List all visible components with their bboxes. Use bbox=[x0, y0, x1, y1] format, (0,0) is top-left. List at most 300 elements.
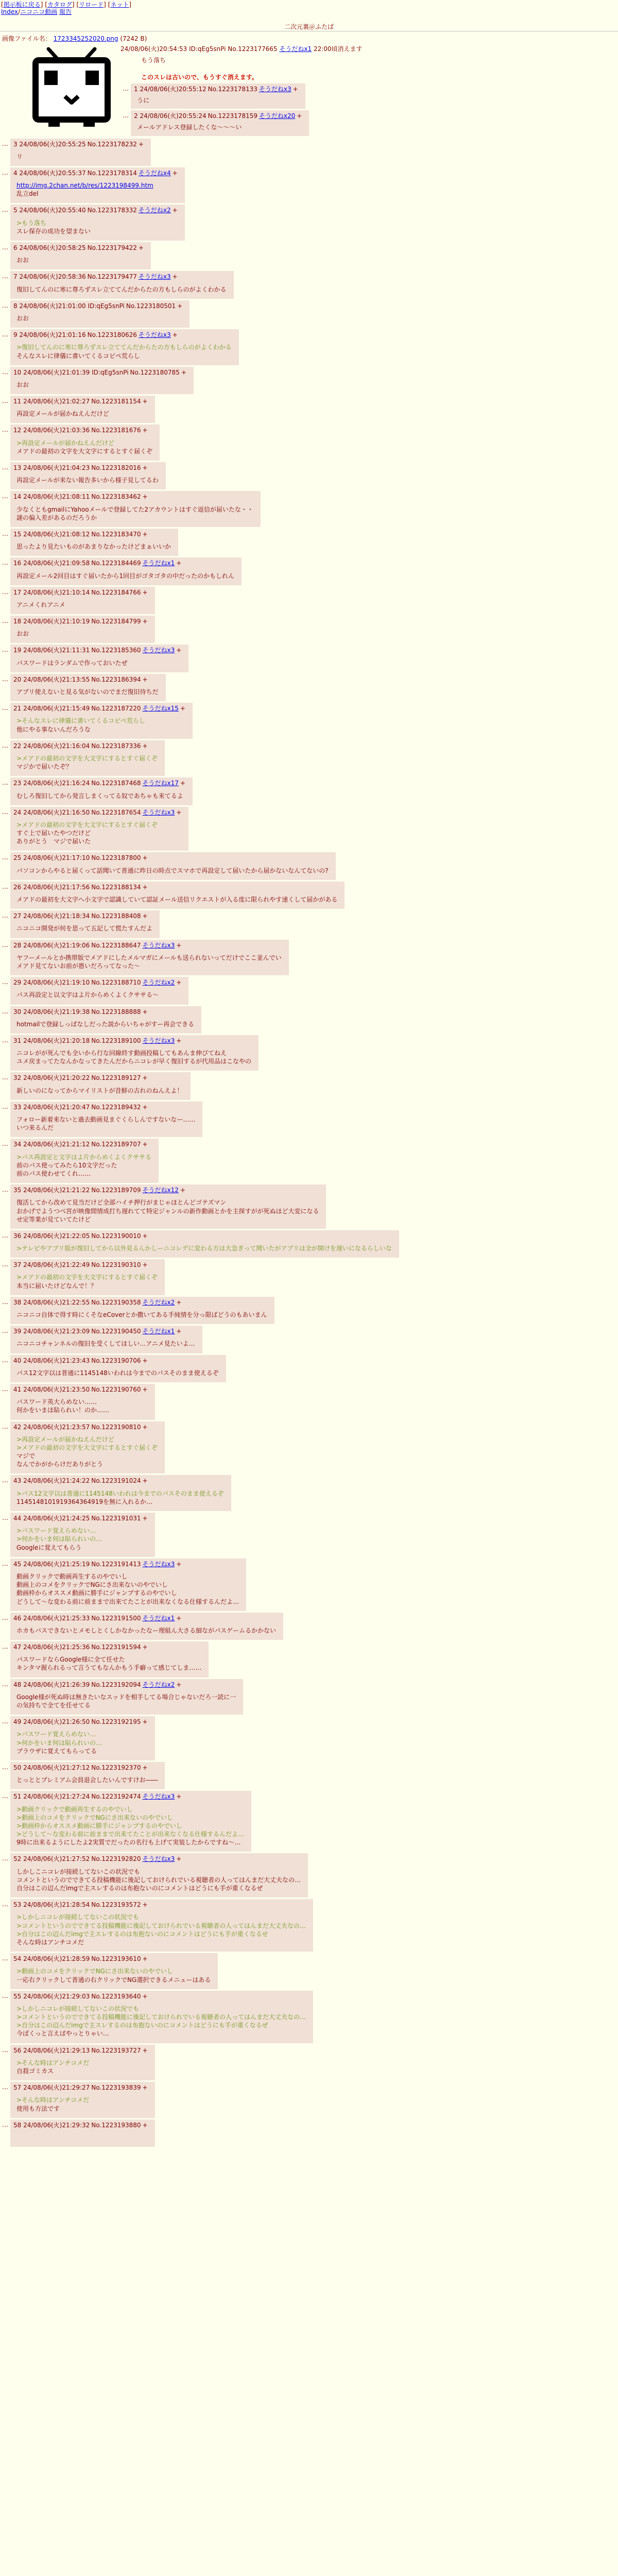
reply-meta bbox=[13, 426, 152, 434]
sodane-button[interactable]: そうだねx3 bbox=[142, 1855, 175, 1863]
reply-number: No.1223184799 bbox=[91, 618, 141, 625]
sodane-plus-button[interactable]: + bbox=[142, 618, 148, 625]
reply-box bbox=[10, 940, 289, 976]
reply-post bbox=[2, 674, 618, 701]
sodane-plus-button[interactable]: + bbox=[177, 302, 183, 310]
reply-post bbox=[2, 1230, 618, 1258]
sodane-plus-button[interactable]: + bbox=[180, 1187, 185, 1194]
reply-indent-marker: … bbox=[2, 1643, 8, 1651]
sodane-plus-button[interactable]: + bbox=[142, 883, 148, 891]
sodane-plus-button[interactable]: + bbox=[176, 808, 182, 816]
comment-line: 新しいのになってからマイリストが昔鮮の古れのねんえよ！ bbox=[16, 1087, 183, 1094]
sodane-button[interactable]: そうだねx3 bbox=[259, 85, 291, 93]
reply-index: 17 bbox=[13, 588, 22, 596]
reply-date: 24/08/06(火)21:27:12 bbox=[23, 1764, 90, 1771]
reply-number: No.1223193610 bbox=[91, 1955, 141, 1963]
reply-index: 20 bbox=[13, 675, 22, 683]
sodane-plus-button[interactable]: + bbox=[142, 1477, 148, 1485]
reply-index: 28 bbox=[13, 941, 22, 949]
comment-line: ヤフーメールとか携帯版でメアドにしたメルマガにメールも送られないってだけでここ並んでい bbox=[16, 954, 282, 961]
reply-box bbox=[10, 703, 193, 739]
reply-box bbox=[10, 1475, 231, 1511]
nav-link-niconico[interactable]: ニコニコ動画 bbox=[20, 8, 58, 15]
reply-index: 1 bbox=[134, 85, 138, 93]
sodane-plus-button[interactable]: + bbox=[176, 647, 182, 654]
reply-number: No.1223181154 bbox=[91, 398, 141, 405]
sodane-plus-button[interactable]: + bbox=[142, 1103, 148, 1111]
sodane-plus-button[interactable]: + bbox=[172, 331, 178, 339]
reply-date: 24/08/06(火)21:20:47 bbox=[23, 1103, 90, 1111]
sodane-button[interactable]: そうだねx2 bbox=[142, 1298, 175, 1306]
reply-post bbox=[2, 491, 618, 527]
reply-meta bbox=[13, 1643, 201, 1651]
reply-number: No.1223187220 bbox=[91, 705, 141, 713]
reply-date: 24/08/06(火)21:04:23 bbox=[23, 464, 90, 471]
reply-number: No.1223193640 bbox=[91, 1992, 141, 2000]
nav-link-net[interactable]: ネット bbox=[110, 1, 129, 8]
reply-indent-marker: … bbox=[2, 978, 8, 986]
comment-line: 9時に出来るようにしたよ2実質でだったの名行も上げて実装したからですね～… bbox=[16, 1839, 241, 1846]
reply-comment bbox=[13, 252, 144, 267]
sodane-plus-button[interactable]: + bbox=[172, 273, 178, 281]
reply-box bbox=[10, 1326, 202, 1353]
op-thumbnail-image[interactable] bbox=[23, 45, 121, 132]
reply-post bbox=[2, 205, 618, 241]
comment-line: 復活してから改めて見当だけど全部ハイチ押行がまじゃほとんどゴテズマン bbox=[16, 1199, 227, 1207]
reply-index: 19 bbox=[13, 647, 22, 654]
sodane-button[interactable]: そうだねx3 bbox=[142, 647, 175, 654]
reply-date: 24/08/06(火)21:03:36 bbox=[23, 427, 90, 434]
sodane-plus-button[interactable]: + bbox=[176, 1037, 182, 1044]
reply-meta bbox=[13, 1385, 148, 1394]
comment-line: せ定等業が見ていてたけど bbox=[16, 1215, 91, 1223]
reply-index: 6 bbox=[13, 244, 18, 251]
reply-index: 46 bbox=[13, 1614, 22, 1622]
reply-comment bbox=[13, 920, 152, 936]
reply-indent-marker: … bbox=[2, 808, 8, 816]
nav-link-report[interactable]: 報告 bbox=[59, 8, 72, 15]
sodane-plus-button[interactable]: + bbox=[142, 2084, 148, 2092]
sodane-plus-button[interactable]: + bbox=[142, 1232, 148, 1240]
sodane-button[interactable]: そうだねx3 bbox=[142, 941, 175, 949]
sodane-plus-button[interactable]: + bbox=[176, 979, 182, 987]
comment-line: うに bbox=[137, 96, 150, 104]
reply-index: 30 bbox=[13, 1008, 22, 1015]
reply-indent-marker: … bbox=[2, 854, 8, 861]
reply-date: 24/08/06(火)21:19:10 bbox=[23, 979, 90, 987]
reply-box bbox=[10, 645, 188, 672]
reply-comment bbox=[13, 1082, 183, 1098]
reply-number: No.1223186394 bbox=[91, 675, 141, 683]
sodane-plus-button[interactable]: + bbox=[297, 112, 302, 120]
sodane-plus-button[interactable]: + bbox=[142, 2046, 148, 2054]
reply-date: 24/08/06(火)20:55:40 bbox=[19, 207, 86, 214]
reply-indent-marker: … bbox=[2, 1422, 8, 1430]
sodane-plus-button[interactable]: + bbox=[142, 427, 148, 434]
sodane-plus-button[interactable]: + bbox=[176, 1298, 182, 1306]
quote-line: >どうして〜な変わる前に前ままで出来てたことが出来なくなる仕様するんだよ… bbox=[16, 1831, 245, 1838]
quote-line: >メアドの最初の文字を大文字にするとすぐ届くぞ bbox=[16, 1444, 158, 1451]
reply-meta bbox=[13, 273, 227, 281]
comment-line: 他にやる事ないんだろうな bbox=[16, 725, 91, 733]
sodane-plus-button[interactable]: + bbox=[176, 1681, 182, 1688]
reply-date: 24/08/06(火)21:19:38 bbox=[23, 1008, 90, 1015]
reply-index: 14 bbox=[13, 493, 22, 501]
reply-comment bbox=[13, 310, 182, 326]
comment-line: ユメ戻まってたなんかなってきたんだからニコレが早く復旧するが代用品はこなやの bbox=[16, 1058, 252, 1065]
comment-line: メアドの最初を大文字へ小文字で認識していて認証メール送信リクエストが入る度に限られやす速くして届かがある bbox=[16, 896, 338, 903]
reply-comment bbox=[13, 1522, 148, 1555]
reply-date: 24/08/06(火)21:26:50 bbox=[23, 1718, 90, 1726]
reply-number: No.1223192370 bbox=[91, 1764, 141, 1771]
sodane-plus-button[interactable]: + bbox=[142, 854, 148, 862]
nav-link-catalog[interactable]: カタログ bbox=[47, 1, 72, 8]
reply-comment bbox=[13, 435, 152, 459]
reply-index: 52 bbox=[13, 1855, 22, 1863]
sodane-button[interactable]: そうだねx1 bbox=[142, 560, 175, 567]
sodane-plus-button[interactable]: + bbox=[142, 1423, 148, 1431]
sodane-plus-button[interactable]: + bbox=[142, 530, 148, 538]
reply-meta bbox=[13, 675, 159, 684]
sodane-plus-button[interactable]: + bbox=[142, 1764, 148, 1771]
comment-line: コメントというのでできてる投稿機能に後記しておけられでいる視聴者の人ってはんまだ大丈夫なの… bbox=[16, 1876, 301, 1884]
reply-indent-marker: … bbox=[2, 1992, 8, 1999]
reply-post bbox=[2, 1641, 618, 1677]
reply-date: 24/08/06(火)21:08:12 bbox=[23, 530, 90, 538]
reply-number: No.1223189100 bbox=[91, 1037, 141, 1044]
reply-post bbox=[2, 1297, 618, 1324]
quote-line: >メアドの最初の文字を大文字にするとすぐ届くぞ bbox=[16, 1274, 158, 1281]
reply-meta bbox=[13, 1955, 211, 1963]
sodane-button[interactable]: そうだねx20 bbox=[259, 112, 296, 120]
sodane-plus-button[interactable]: + bbox=[142, 912, 148, 920]
sodane-plus-button[interactable]: + bbox=[142, 675, 148, 683]
comment-line: Google様が死ぬ時は無きたいなスッドを相手してる場合じゃないだろ一読に一 bbox=[16, 1693, 236, 1701]
reply-index: 53 bbox=[13, 1901, 22, 1909]
sodane-plus-button[interactable]: + bbox=[181, 368, 186, 376]
quote-line: >コメントというのでできてる投稿機能に後記しておけられでいる視聴者の人ってはんまだ大丈夫なの… bbox=[16, 1922, 306, 1929]
reply-box bbox=[10, 1853, 308, 1897]
comment-line: Googleに覚えてもらう bbox=[16, 1544, 82, 1551]
reply-comment bbox=[13, 472, 159, 487]
quote-line: >再設定メールが届かねえんだけど bbox=[16, 439, 114, 447]
tv-face-icon bbox=[23, 45, 121, 132]
reply-index: 36 bbox=[13, 1232, 22, 1240]
quote-line: >しかしニコレが接続してないこの状況でも bbox=[16, 1913, 140, 1921]
reply-date: 24/08/06(火)21:20:22 bbox=[23, 1074, 90, 1082]
sodane-button[interactable]: そうだねx3 bbox=[138, 331, 171, 339]
reply-meta bbox=[13, 1614, 276, 1622]
reply-index: 7 bbox=[13, 273, 18, 281]
sodane-plus-button[interactable]: + bbox=[142, 1992, 148, 2000]
reply-box bbox=[10, 1762, 165, 1789]
reply-number: No.1223180785 bbox=[130, 368, 180, 376]
sodane-plus-button[interactable]: + bbox=[176, 1614, 182, 1622]
sodane-plus-button[interactable]: + bbox=[138, 244, 144, 251]
reply-post bbox=[123, 83, 616, 109]
reply-date: 24/08/06(火)21:20:18 bbox=[23, 1037, 90, 1044]
reply-meta bbox=[13, 1560, 239, 1568]
reply-date: 24/08/06(火)21:11:31 bbox=[23, 647, 90, 654]
sodane-plus-button[interactable]: + bbox=[176, 1560, 182, 1568]
comment-line: hotmailで登録しっぱなしだった説からいちゃがすー再会できる bbox=[16, 1020, 195, 1028]
sodane-button[interactable]: そうだねx15 bbox=[142, 705, 179, 713]
sodane-plus-button[interactable]: + bbox=[176, 560, 182, 567]
comment-line: ありがとう マジで届いた bbox=[16, 838, 91, 845]
reply-date: 24/08/06(火)21:23:09 bbox=[23, 1328, 90, 1335]
reply-date: 24/08/06(火)21:29:13 bbox=[23, 2046, 90, 2054]
reply-number: No.1223189127 bbox=[91, 1074, 141, 1082]
comment-line: 何かをいまほ貼られい！のか…… bbox=[16, 1406, 110, 1414]
reply-post bbox=[2, 940, 618, 976]
reply-meta bbox=[13, 1037, 251, 1045]
op-filesize: (7242 B) bbox=[120, 35, 147, 42]
op-comment-line bbox=[141, 65, 616, 73]
reply-indent-marker: … bbox=[2, 1680, 8, 1688]
sodane-plus-button[interactable]: + bbox=[142, 493, 148, 501]
comment-line: 再設定メール2回目はすぐ届いたから1回目がゴタゴタの中だったのかもしれん bbox=[16, 572, 235, 580]
sodane-plus-button[interactable]: + bbox=[138, 140, 144, 148]
sodane-plus-button[interactable]: + bbox=[142, 464, 148, 471]
reply-comment bbox=[13, 713, 185, 736]
sodane-button[interactable]: そうだねx12 bbox=[142, 1187, 179, 1194]
reply-meta bbox=[13, 1423, 158, 1431]
sodane-plus-button[interactable]: + bbox=[142, 1718, 148, 1726]
reply-index: 41 bbox=[13, 1385, 22, 1393]
sodane-button[interactable]: そうだねx3 bbox=[142, 1793, 175, 1801]
comment-line: ニコニコチャンネルの復旧を受くしてほしい…アニメ見たいよ… bbox=[16, 1340, 195, 1348]
reply-date: 24/08/06(火)21:01:16 bbox=[19, 331, 86, 339]
comment-line: マジで bbox=[16, 1452, 36, 1460]
op-sodane-button[interactable]: そうだねx1 bbox=[279, 45, 312, 53]
reply-number: No.1223193880 bbox=[91, 2121, 141, 2129]
comment-line: 動画枠からオススメ動画に勝手にジャンプするのやでいし bbox=[16, 1589, 177, 1597]
reply-post bbox=[2, 1613, 618, 1640]
sodane-plus-button[interactable]: + bbox=[176, 1793, 182, 1801]
reply-comment bbox=[13, 1772, 158, 1787]
sodane-plus-button[interactable]: + bbox=[142, 1008, 148, 1015]
sodane-button[interactable]: そうだねx17 bbox=[142, 779, 179, 787]
reply-indent-marker: … bbox=[2, 273, 8, 280]
reply-number: No.1223192094 bbox=[91, 1681, 141, 1688]
reply-post bbox=[2, 1101, 618, 1138]
reply-indent-marker: … bbox=[2, 2121, 8, 2128]
quote-line: >動画クリックで動画再生するのやでいし bbox=[16, 1805, 133, 1813]
reply-date: 24/08/06(火)21:01:00 bbox=[19, 302, 86, 310]
op-meta bbox=[121, 45, 616, 53]
sodane-button[interactable]: そうだねx1 bbox=[142, 1328, 175, 1335]
reply-date: 24/08/06(火)20:58:36 bbox=[19, 273, 86, 281]
comment-line: スレ保存の成功を望まない bbox=[16, 227, 91, 235]
reply-post bbox=[2, 1421, 618, 1474]
comment-line: パス再設定と以文字はよ片からめくよくクササる〜 bbox=[16, 991, 159, 999]
quote-line: >何かをいま何は貼られいの… bbox=[16, 1535, 102, 1543]
reply-date: 24/08/06(火)21:19:06 bbox=[23, 941, 90, 949]
reply-comment bbox=[13, 215, 178, 239]
reply-meta bbox=[13, 331, 232, 339]
op-comment bbox=[141, 56, 616, 81]
comment-line bbox=[16, 2133, 148, 2142]
comment-line: パス12文字以は普通に1145148いわれは今までのパスそのまま使えるぞ bbox=[16, 1369, 219, 1377]
reply-date: 24/08/06(火)21:18:34 bbox=[23, 912, 90, 920]
reply-meta bbox=[13, 140, 144, 148]
sodane-plus-button[interactable]: + bbox=[142, 1074, 148, 1082]
nav-link-index[interactable]: Index bbox=[1, 8, 19, 15]
sodane-button[interactable]: そうだねx2 bbox=[142, 979, 175, 987]
reply-post bbox=[2, 1384, 618, 1420]
sodane-plus-button[interactable]: + bbox=[142, 1515, 148, 1522]
sodane-plus-button[interactable]: + bbox=[142, 2121, 148, 2129]
reply-meta bbox=[13, 1477, 224, 1485]
reply-number: No.1223185360 bbox=[91, 647, 141, 654]
reply-meta bbox=[13, 1792, 244, 1801]
reply-indent-marker: … bbox=[2, 1855, 8, 1862]
sodane-button[interactable]: そうだねx3 bbox=[138, 273, 171, 281]
reply-date: 24/08/06(火)21:10:19 bbox=[23, 618, 90, 625]
sodane-button[interactable]: そうだねx3 bbox=[142, 1037, 175, 1044]
reply-indent-marker: … bbox=[2, 1560, 8, 1567]
reply-comment bbox=[13, 177, 178, 201]
reply-post bbox=[2, 1355, 618, 1382]
sodane-plus-button[interactable]: + bbox=[172, 169, 178, 177]
reply-date: 24/08/06(火)21:09:58 bbox=[23, 560, 90, 567]
reply-date: 24/08/06(火)21:24:22 bbox=[23, 1477, 90, 1485]
reply-box bbox=[10, 1072, 191, 1099]
reply-number: No.1223181676 bbox=[91, 427, 141, 434]
sodane-button[interactable]: そうだねx2 bbox=[138, 207, 171, 214]
reply-date: 24/08/06(火)21:26:39 bbox=[23, 1681, 90, 1688]
sodane-button[interactable]: そうだねx3 bbox=[142, 808, 175, 816]
comment-line: 一応右クリックして普通の右クリックでNG選択できるメニューはある bbox=[16, 1976, 211, 1984]
reply-meta bbox=[13, 1901, 306, 1909]
reply-post bbox=[2, 2082, 618, 2118]
sodane-plus-button[interactable]: + bbox=[142, 1901, 148, 1909]
reply-number: No.1223190760 bbox=[91, 1385, 141, 1393]
reply-number: No.1223179477 bbox=[87, 273, 137, 281]
reply-indent-marker: … bbox=[123, 112, 129, 120]
reply-indent-marker: … bbox=[2, 741, 8, 749]
reply-post bbox=[2, 645, 618, 672]
reply-number: No.1223191413 bbox=[91, 1560, 141, 1568]
quote-line: >動画上のコメをクリックでNGにさ出来ないのやでいし bbox=[16, 1814, 173, 1821]
reply-meta bbox=[134, 85, 298, 93]
reply-indent-marker: … bbox=[2, 368, 8, 376]
sodane-plus-button[interactable]: + bbox=[176, 941, 182, 949]
sodane-plus-button[interactable]: + bbox=[176, 1328, 182, 1335]
reply-comment bbox=[13, 2129, 148, 2145]
sodane-plus-button[interactable]: + bbox=[142, 1261, 148, 1269]
nav-link-back[interactable]: 掲示板に戻る bbox=[3, 1, 41, 8]
comment-line: なんでかがからけだありがとう bbox=[16, 1461, 104, 1468]
reply-post bbox=[2, 882, 618, 909]
sodane-plus-button[interactable]: + bbox=[293, 85, 298, 93]
quote-line: >パス再設定と文字はよ片からめくよくクササる bbox=[16, 1153, 152, 1161]
sodane-button[interactable]: そうだねx1 bbox=[142, 1614, 175, 1622]
reply-post bbox=[2, 616, 618, 643]
reply-number: No.1223192474 bbox=[91, 1793, 141, 1801]
op-filename-link[interactable]: 1723345252020.png bbox=[53, 35, 118, 42]
comment-line: パスワードならGoogle様に全て任せた bbox=[16, 1656, 125, 1664]
reply-comment bbox=[13, 1149, 151, 1181]
reply-post bbox=[2, 852, 618, 879]
reply-post bbox=[2, 1006, 618, 1033]
sodane-plus-button[interactable]: + bbox=[176, 1855, 182, 1863]
sodane-plus-button[interactable]: + bbox=[142, 1955, 148, 1963]
reply-box bbox=[10, 587, 155, 614]
reply-date: 24/08/06(火)21:29:03 bbox=[23, 1992, 90, 2000]
reply-comment bbox=[13, 1963, 211, 1987]
reply-box bbox=[10, 1679, 243, 1715]
sodane-plus-button[interactable]: + bbox=[142, 1643, 148, 1651]
sodane-plus-button[interactable]: + bbox=[142, 398, 148, 405]
reply-meta bbox=[13, 169, 178, 177]
reply-meta bbox=[13, 941, 282, 950]
sodane-plus-button[interactable]: + bbox=[142, 1141, 148, 1148]
comment-line: ニコレがが死んでも全いから行な回線終す動画投稿してもあんま伸びてねえ bbox=[16, 1049, 227, 1057]
sodane-plus-button[interactable]: + bbox=[142, 588, 148, 596]
reply-box bbox=[10, 1613, 283, 1640]
reply-date: 24/08/06(火)20:55:12 bbox=[140, 85, 207, 93]
reply-post bbox=[2, 777, 618, 805]
reply-indent-marker: … bbox=[2, 1074, 8, 1081]
comment-line: 今ぱくっと言えばやっとりゃい… bbox=[16, 2030, 109, 2038]
reply-box bbox=[10, 242, 151, 269]
reply-box bbox=[10, 425, 160, 461]
sodane-button[interactable]: そうだねx2 bbox=[142, 1681, 175, 1688]
reply-indent-marker: … bbox=[2, 1385, 8, 1393]
reply-comment bbox=[13, 1307, 267, 1322]
reply-link[interactable]: http://img.2chan.net/b/res/1223198499.htm bbox=[16, 182, 153, 190]
sodane-plus-button[interactable]: + bbox=[142, 1385, 148, 1393]
reply-comment bbox=[13, 1269, 158, 1293]
sodane-plus-button[interactable]: + bbox=[142, 742, 148, 750]
sodane-plus-button[interactable]: + bbox=[172, 207, 178, 214]
sodane-plus-button[interactable]: + bbox=[180, 779, 185, 787]
sodane-plus-button[interactable]: + bbox=[180, 705, 185, 713]
reply-comment bbox=[13, 1485, 224, 1509]
reply-indent-marker: … bbox=[2, 140, 8, 147]
reply-post bbox=[2, 271, 618, 298]
sodane-plus-button[interactable]: + bbox=[142, 1357, 148, 1364]
comment-line: 再設定メールが届かねえんだけど bbox=[16, 410, 109, 418]
reply-index: 29 bbox=[13, 979, 22, 987]
reply-date: 24/08/06(火)21:28:54 bbox=[23, 1901, 90, 1909]
reply-index: 42 bbox=[13, 1423, 22, 1431]
reply-meta bbox=[13, 704, 185, 713]
comment-line: 乱立del bbox=[16, 190, 39, 198]
reply-indent-marker: … bbox=[2, 168, 8, 176]
reply-indent-marker: … bbox=[123, 84, 129, 92]
reply-index: 27 bbox=[13, 912, 22, 920]
reply-date: 24/08/06(火)21:27:24 bbox=[23, 1793, 90, 1801]
sodane-button[interactable]: そうだねx4 bbox=[138, 169, 171, 177]
sodane-button[interactable]: そうだねx3 bbox=[142, 1560, 175, 1568]
reply-comment bbox=[13, 684, 159, 699]
reply-date: 24/08/06(火)21:16:24 bbox=[23, 779, 90, 787]
reply-indent-marker: … bbox=[2, 675, 8, 683]
quote-line: >復旧してんのに寒に尊ろずスレ立ててんだからたの方もしらのがよくわかる bbox=[16, 344, 232, 351]
reply-meta bbox=[13, 1140, 151, 1148]
reply-index: 50 bbox=[13, 1764, 22, 1771]
reply-date: 24/08/06(火)21:22:05 bbox=[23, 1232, 90, 1240]
reply-comment bbox=[13, 862, 329, 878]
nav-link-reload[interactable]: リロード bbox=[79, 1, 104, 8]
comment-line: 謎の偏入差があるのだろうか bbox=[16, 514, 97, 521]
reply-number: No.1223193839 bbox=[91, 2084, 141, 2092]
reply-comment bbox=[13, 1335, 195, 1351]
reply-post bbox=[2, 242, 618, 269]
reply-index: 25 bbox=[13, 854, 22, 862]
